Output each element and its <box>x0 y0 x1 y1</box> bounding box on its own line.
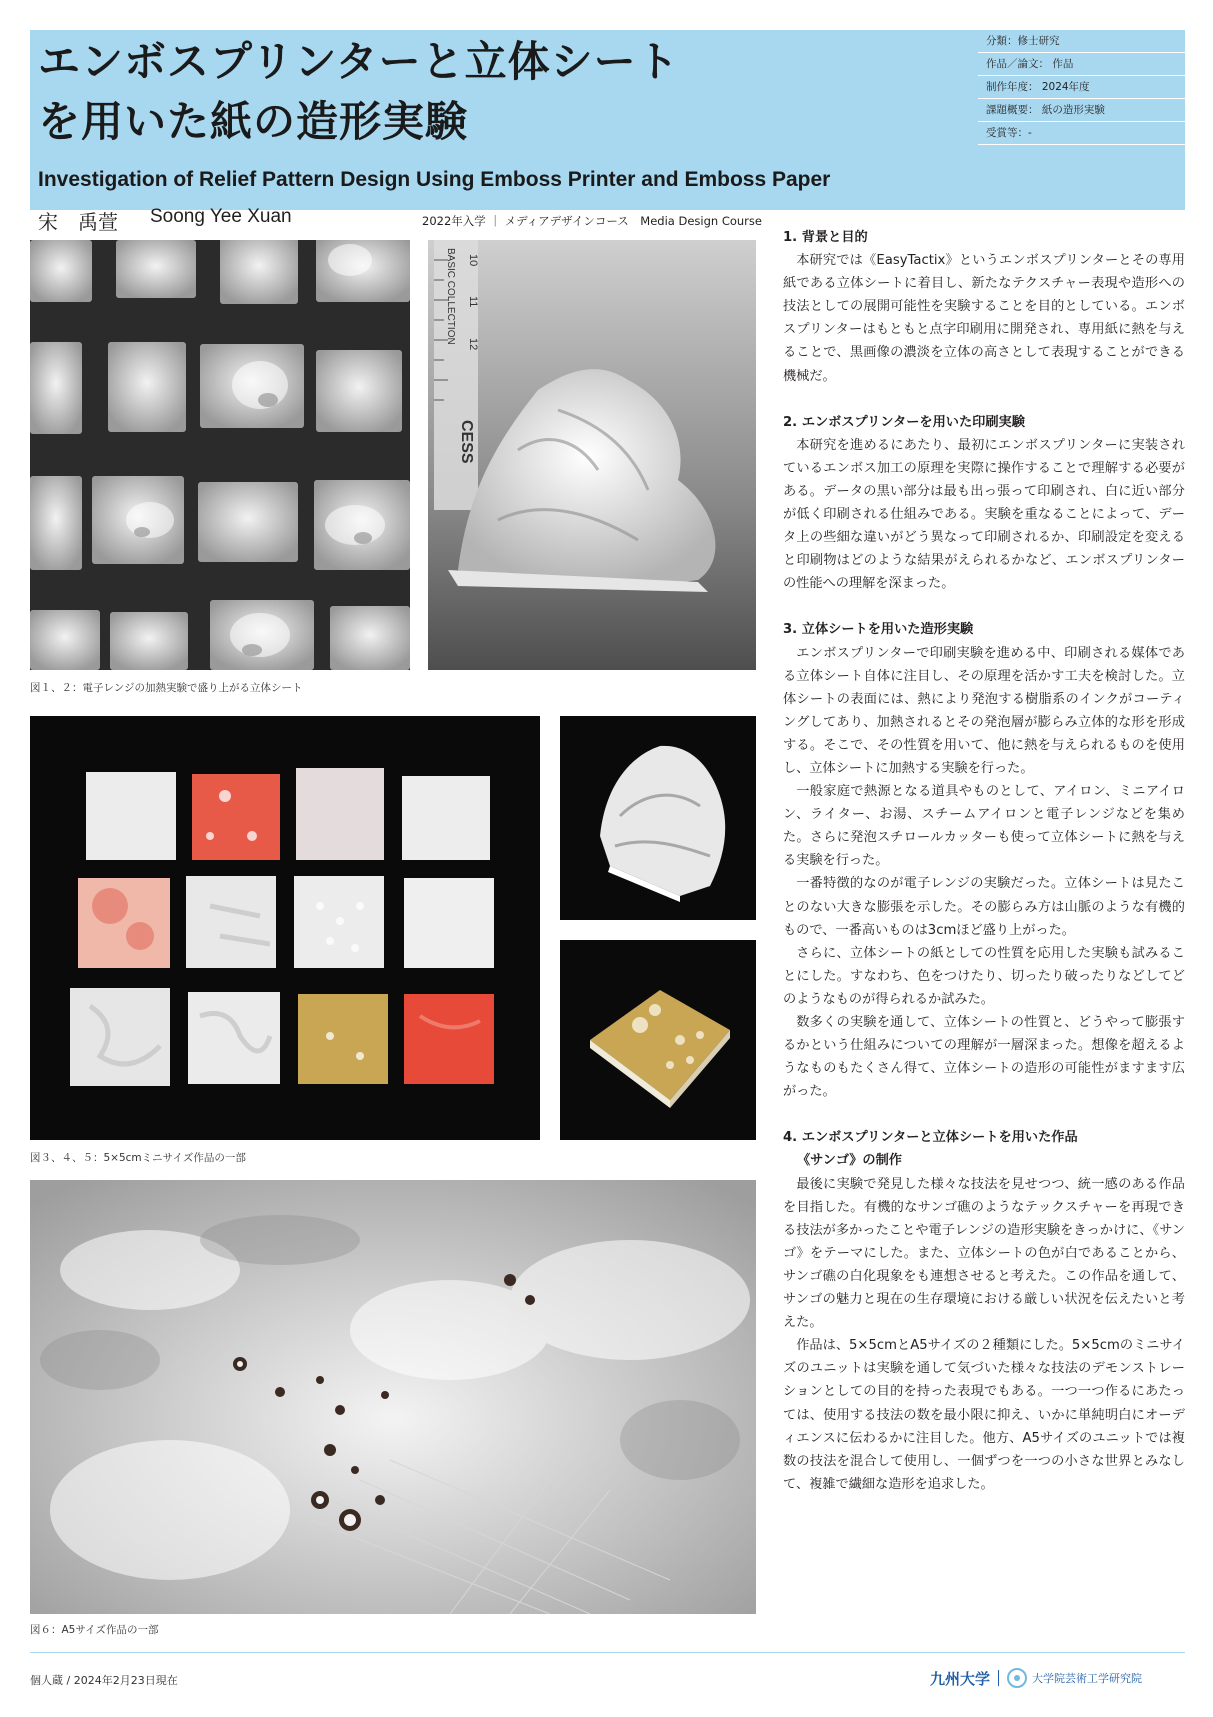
meta-award: 受賞等：- <box>978 122 1185 145</box>
section-3-heading: 3. 立体シートを用いた造形実験 <box>783 622 974 638</box>
figure-2-photo <box>428 240 756 670</box>
figure-3-swatches-image <box>30 716 540 1140</box>
figure-6-coral-image <box>30 1180 756 1614</box>
footer-divider <box>30 1652 1185 1653</box>
section-4-paragraph-1: 最後に実験で発見した様々な技法を見せつつ、統一感のある作品を目指した。有機的なサンゴ礁のようなテックスチャーを再現できる技法が多かったことや電子レンジの造形実験をきっかけに、《サンゴ》をテーマにした。また、立体シートの色が白であることから、サンゴ礁の白化現象をも連想させると考えた。この作品を通して、サンゴの魅力と現在の生存環境における厳しい状況を伝えたいと考えた。 <box>783 1176 1185 1331</box>
english-title: Investigation of Relief Pattern Design Using Emboss Printer and Emboss Paper <box>38 168 831 191</box>
meta-category: 分類：修士研究 <box>978 30 1185 53</box>
ruler-brand: CESS <box>458 420 475 464</box>
caption-figure-1-2: 図１、２：電子レンジの加熱実験で盛り上がる立体シート <box>30 682 303 694</box>
meta-summary: 課題概要： 紙の造形実験 <box>978 99 1185 122</box>
figure-4-photo <box>560 716 756 920</box>
figure-4-mountain-image <box>560 716 756 920</box>
figure-1-photo <box>30 240 410 670</box>
section-1-paragraph: 本研究では《EasyTactix》というエンボスプリンターとその専用紙である立体シートに着目し、新たなテクスチャー表現や造形への技法としての展開可能性を実験することを目的としている。エンボスプリンターはもともと点字印刷用に開発され、専用紙に熱を与えることで、黒画像の濃淡を立体の高さとして表現することができる機械だ。 <box>783 253 1185 384</box>
figure-2-sheet-image <box>428 240 756 670</box>
ruler-number-10: 10 <box>467 254 479 267</box>
caption-figure-6: 図６：A5サイズ作品の一部 <box>30 1624 159 1636</box>
section-4-subheading: 《サンゴ》の制作 <box>797 1153 902 1169</box>
figure-6-photo <box>30 1180 756 1614</box>
meta-type: 作品／論文： 作品 <box>978 53 1185 76</box>
author-name-ja: 宋 禹萱 <box>38 210 118 234</box>
ruler-label: BASIC COLLECTION <box>445 248 456 345</box>
figure-5-photo <box>560 940 756 1140</box>
footer-logos <box>930 1666 1185 1690</box>
section-2-heading: 2. エンボスプリンターを用いた印刷実験 <box>783 414 1025 430</box>
section-1-heading: 1. 背景と目的 <box>783 230 868 245</box>
header-banner <box>30 30 1185 234</box>
title-line-1: エンボスプリンターと立体シート <box>38 37 680 86</box>
meta-year: 制作年度： 2024年度 <box>978 76 1185 99</box>
ruler-number-12: 12 <box>467 338 479 351</box>
figure-5-gold-image <box>560 940 756 1140</box>
figure-3-photo <box>30 716 540 1140</box>
institute-logo-icon <box>1007 1668 1027 1688</box>
section-4-paragraph-2: 作品は、5×5cmとA5サイズの２種類にした。5×5cmのミニサイズのユニットは実験を通して気づいた様々な技法のデモンストレーションとしての目的を持った表現でもある。一つ一つ作るにあたっては、使用する技法の数を最小限に抑え、いかに単純明白にオーディエンスに伝わるかに注目した。他方、A5サイズのユニットでは複数の技法を混合して使用し、一個ずつを一つの小さな世界とみなして、複雑で繊細な造形を追求した。 <box>783 1338 1185 1492</box>
section-3-paragraph-4: さらに、立体シートの紙としての性質を応用した実験も試みることにした。すなわち、色をつけたり、切ったり破ったりなどしてどのようなものが得られるか試みた。 <box>783 945 1185 1007</box>
graduate-school-name: 大学院芸術工学研究院 <box>1032 1672 1143 1685</box>
footer-note: 個人蔵 / 2024年2月23日現在 <box>30 1674 178 1687</box>
page-title <box>38 32 998 152</box>
figure-1-samples-image <box>30 240 410 670</box>
section-3-paragraph-5: 数多くの実験を通して、立体シートの性質と、どうやって膨張するかという仕組みについての理解が一層深まった。想像を超えるようなものもたくさん得て、立体シートの造形の可能性がますます広がった。 <box>783 1015 1185 1100</box>
ruler-number-11: 11 <box>467 296 479 308</box>
meta-table <box>978 30 1185 145</box>
section-2-paragraph: 本研究を進めるにあたり、最初にエンボスプリンターに実装されているエンボス加工の原理を実際に操作することで理解する必要がある。データの黒い部分は最も出っ張って印刷され、白に近い部分が低く印刷される仕組みである。実験を重なることによって、データ上の些細な違いがどう異なって印刷されるか、印刷設定を変えると印刷物はどのような結果がえられるかなど、エンボスプリンターの性能への理解を深まった。 <box>783 437 1185 592</box>
article-body <box>783 226 1185 1496</box>
course-info: 2022年入学 ｜ メディアデザインコース Media Design Course <box>422 214 762 228</box>
university-name: 九州大学 <box>930 1669 991 1688</box>
section-3-paragraph-3: 一番特徴的なのが電子レンジの実験だった。立体シートは見たことのない大きな膨張を示した。その膨らみ方は山脈のような有機的もので、一番高いものは3cmほど盛り上がった。 <box>783 876 1185 938</box>
footer-separator <box>998 1670 999 1686</box>
section-4-heading: 4. エンボスプリンターと立体シートを用いた作品 <box>783 1130 1078 1146</box>
caption-figure-3-5: 図３、４、５：5×5cmミニサイズ作品の一部 <box>30 1152 246 1164</box>
section-3-paragraph-1: エンボスプリンターで印刷実験を進める中、印刷される媒体である立体シート自体に注目し、その原理を活かす工夫を検討した。立体シートの表面には、熱により発泡する樹脂系のインクがコーティングしてあり、加熱されるとその発泡層が膨らみ立体的な形を形成する。そこで、その性質を用いて、他に熱を与えられるものを使用し、立体シートに加熱する実験を行った。 <box>783 645 1185 776</box>
author-name-en: Soong Yee Xuan <box>150 206 292 227</box>
title-line-2: を用いた紙の造形実験 <box>38 97 469 146</box>
section-3-paragraph-2: 一般家庭で熱源となる道具やものとして、アイロン、ミニアイロン、ライター、お湯、スチームアイロンと電子レンジなどを集めた。さらに発泡スチロールカッターも使って立体シートに熱を与える実験を行った。 <box>783 784 1185 869</box>
